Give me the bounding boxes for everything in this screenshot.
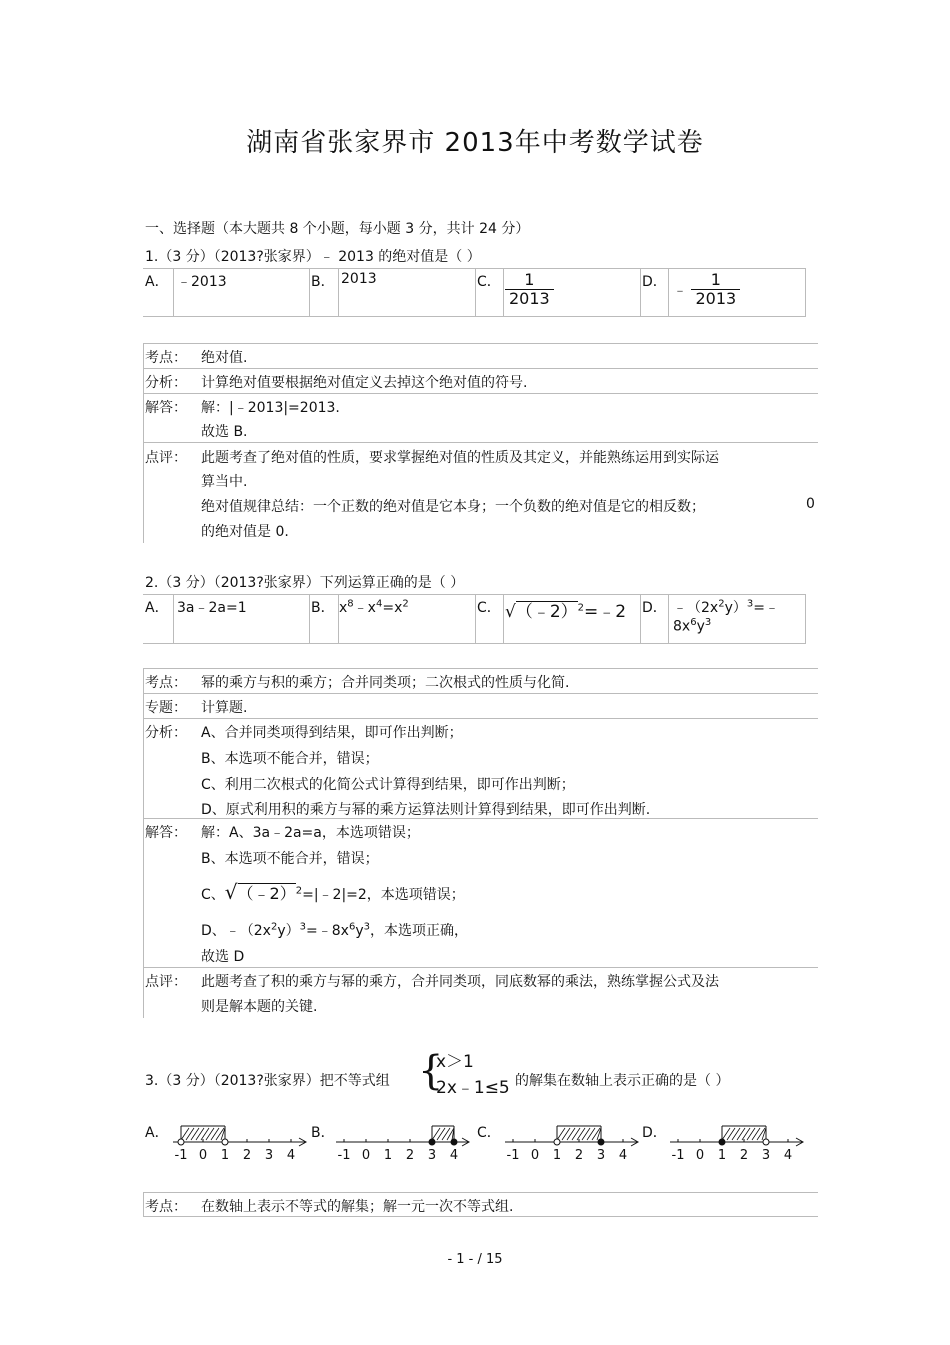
question-1-options — [143, 268, 806, 317]
fraction — [505, 271, 554, 308]
q1-jieda-1: 解：|﹣2013|=2013. — [201, 400, 340, 416]
open-endpoint — [763, 1139, 769, 1145]
tick-label: 3 — [596, 1148, 606, 1163]
option-a-label: A． — [145, 600, 169, 616]
tick-label: -1 — [174, 1148, 188, 1163]
q2-jieda-label: 解答： — [145, 825, 187, 841]
tick-label: -1 — [671, 1148, 685, 1163]
hatch-line — [752, 1128, 760, 1140]
tick-label: -1 — [506, 1148, 520, 1163]
hatch-line — [582, 1128, 590, 1140]
hatch-line — [727, 1128, 735, 1140]
q2-fenxi-2: B、本选项不能合并，错误； — [201, 751, 379, 767]
jieda-3-prefix: C、 — [201, 887, 225, 903]
hatch-line — [181, 1128, 189, 1140]
q2-fenxi-4: D、原式利用积的乘方与幂的乘方运算法则计算得到结果，即可作出判断. — [201, 802, 651, 818]
number-line-c — [505, 1118, 641, 1164]
q1-dianping-3b: 0 — [806, 496, 815, 512]
hatch-line — [742, 1128, 750, 1140]
tick-label: 4 — [618, 1148, 628, 1163]
hatch-line — [196, 1128, 204, 1140]
hatch-line — [577, 1128, 585, 1140]
fraction — [691, 271, 740, 308]
hatch-line — [206, 1128, 214, 1140]
tick-label: 4 — [449, 1148, 459, 1163]
open-endpoint — [178, 1139, 184, 1145]
q2-dianping-2: 则是解本题的关键. — [201, 999, 318, 1015]
tick-label: 1 — [717, 1148, 727, 1163]
option-b-value: 2013 — [341, 271, 377, 287]
hatch-line — [747, 1128, 755, 1140]
page-number: - 1 - / 15 — [447, 1252, 503, 1267]
hatch-line — [557, 1128, 565, 1140]
option-d-value — [673, 271, 740, 308]
q2-fenxi-3: C、利用二次根式的化简公式计算得到结果，即可作出判断； — [201, 777, 575, 793]
page-title: 湖南省张家界市 2013年中考数学试卷 — [246, 128, 704, 158]
q3-kaodian: 在数轴上表示不等式的解集；解一元一次不等式组. — [201, 1199, 514, 1215]
q1-dianping-1: 此题考查了绝对值的性质，要求掌握绝对值的性质及其定义，并能熟练运用到实际运 — [201, 450, 719, 466]
q1-dianping-4: 的绝对值是 0. — [201, 524, 289, 540]
q1-fenxi-label: 分析： — [145, 375, 187, 391]
closed-endpoint — [719, 1139, 725, 1145]
q2-jieda-5: 故选 D — [201, 949, 245, 965]
q2-jieda-2: B、本选项不能合并，错误； — [201, 851, 379, 867]
tick-label: 0 — [530, 1148, 540, 1163]
tick-label: 3 — [427, 1148, 437, 1163]
q2-kaodian-label: 考点： — [145, 675, 187, 691]
open-endpoint — [554, 1139, 560, 1145]
option-c-label: C． — [477, 274, 501, 290]
open-endpoint — [222, 1139, 228, 1145]
hatch-line — [567, 1128, 575, 1140]
option-d-prefix: ﹣（2x — [673, 600, 719, 616]
tick-label: 2 — [739, 1148, 749, 1163]
hatch-line — [722, 1128, 730, 1140]
jieda-4-prefix: D、﹣（2x — [201, 923, 271, 939]
option-d-value: $﹣(2x^2y)^3=﹣8x^6y^3$ — [673, 598, 779, 635]
sqrt-icon: √ — [505, 602, 516, 622]
tick-label: 0 — [361, 1148, 371, 1163]
option-b-label: B． — [311, 600, 335, 616]
q2-jieda-4: D、$﹣(2x^2y)^3=﹣8x^6y^3$，本选项正确， — [201, 921, 469, 939]
fraction-numerator: 1 — [524, 270, 535, 289]
option-c-label: C． — [477, 600, 501, 616]
number-line-a — [173, 1118, 309, 1164]
inequality-2: 2x﹣1≤5 — [436, 1078, 510, 1098]
option-d-label: D． — [642, 1125, 667, 1141]
q3-kaodian-label: 考点： — [145, 1199, 187, 1215]
option-c-result: =﹣2 — [584, 602, 627, 622]
section-heading: 一、选择题（本大题共 8 个小题，每小题 3 分，共计 24 分） — [145, 221, 530, 237]
option-a-label: A． — [145, 1125, 169, 1141]
hatch-line — [737, 1128, 745, 1140]
q2-dianping-label: 点评： — [145, 974, 187, 990]
q1-kaodian-label: 考点： — [145, 350, 187, 366]
option-a-label: A． — [145, 274, 169, 290]
option-a-value: ﹣2013 — [177, 274, 227, 290]
q2-fenxi-1: A、合并同类项得到结果，即可作出判断； — [201, 725, 463, 741]
closed-endpoint — [451, 1139, 457, 1145]
sqrt-icon: √ — [224, 880, 238, 904]
tick-label: -1 — [337, 1148, 351, 1163]
q1-dianping-3: 绝对值规律总结：一个正数的绝对值是它本身；一个负数的绝对值是它的相反数； — [201, 499, 705, 515]
number-line-d — [670, 1118, 806, 1164]
tick-label: 0 — [198, 1148, 208, 1163]
tick-label: 2 — [574, 1148, 584, 1163]
q1-jieda-label: 解答： — [145, 400, 187, 416]
fraction-denominator: 2013 — [691, 289, 740, 308]
brace-icon: { — [418, 1048, 444, 1094]
inequality-1: x＞1 — [436, 1052, 474, 1072]
hatch-line — [432, 1128, 440, 1140]
fraction-denominator: 2013 — [505, 289, 554, 308]
q1-fenxi: 计算绝对值要根据绝对值定义去掉这个绝对值的符号. — [201, 375, 528, 391]
q2-jieda-3: C、√（﹣2）$^2$=|﹣2|=2，本选项错误； — [201, 880, 465, 904]
jieda-3-rest: =|﹣2|=2，本选项错误； — [302, 887, 465, 903]
option-c-value — [505, 271, 554, 308]
hatch-line — [437, 1128, 445, 1140]
q1-jieda-2: 故选 B. — [201, 424, 248, 440]
q2-fenxi-label: 分析： — [145, 725, 187, 741]
question-1-stem: 1.（3 分）（2013?张家界）﹣ 2013 的绝对值是（ ） — [145, 249, 481, 265]
hatch-line — [587, 1128, 595, 1140]
option-b-label: B． — [311, 274, 335, 290]
hatch-line — [572, 1128, 580, 1140]
hatch-line — [191, 1128, 199, 1140]
hatch-line — [211, 1128, 219, 1140]
q1-kaodian: 绝对值. — [201, 350, 248, 366]
tick-label: 1 — [552, 1148, 562, 1163]
question-2-options — [143, 594, 806, 644]
q2-kaodian: 幂的乘方与积的乘方；合并同类项；二次根式的性质与化简. — [201, 675, 570, 691]
question-2-stem: 2.（3 分）（2013?张家界）下列运算正确的是（ ） — [145, 575, 465, 591]
hatch-line — [442, 1128, 450, 1140]
tick-label: 3 — [264, 1148, 274, 1163]
option-a-value: 3a﹣2a=1 — [177, 600, 247, 616]
option-d-label: D． — [642, 600, 667, 616]
closed-endpoint — [598, 1139, 604, 1145]
question-3-stem-a: 3.（3 分）（2013?张家界）把不等式组 — [145, 1073, 390, 1089]
question-3-stem-b: 的解集在数轴上表示正确的是（ ） — [515, 1073, 730, 1089]
closed-endpoint — [429, 1139, 435, 1145]
option-d-label: D． — [642, 274, 667, 290]
minus-sign: ﹣ — [673, 282, 687, 299]
hatch-line — [186, 1128, 194, 1140]
q1-dianping-label: 点评： — [145, 450, 187, 466]
hatch-line — [732, 1128, 740, 1140]
tick-label: 2 — [242, 1148, 252, 1163]
tick-label: 4 — [286, 1148, 296, 1163]
option-b-value: $x^8﹣x^4=x^2$ — [339, 598, 409, 616]
hatch-line — [562, 1128, 570, 1140]
option-c-value: √（﹣2）$^2$=﹣2 — [505, 602, 627, 622]
radicand: （﹣2） — [515, 602, 578, 622]
q1-dianping-2: 算当中. — [201, 474, 248, 490]
radicand: （﹣2） — [237, 884, 296, 903]
jieda-4-rest: ，本选项正确， — [370, 923, 469, 939]
tick-label: 4 — [783, 1148, 793, 1163]
q2-jieda-1: 解：A、3a﹣2a=a，本选项错误； — [201, 825, 420, 841]
tick-label: 3 — [761, 1148, 771, 1163]
q2-zhuanti: 计算题. — [201, 700, 248, 716]
q2-dianping-1: 此题考查了积的乘方与幂的乘方，合并同类项，同底数幂的乘法，熟练掌握公式及法 — [201, 974, 719, 990]
tick-label: 1 — [220, 1148, 230, 1163]
question-3-options — [143, 1112, 806, 1164]
tick-label: 0 — [695, 1148, 705, 1163]
q2-zhuanti-label: 专题： — [145, 700, 187, 716]
tick-label: 2 — [405, 1148, 415, 1163]
hatch-line — [201, 1128, 209, 1140]
option-b-label: B． — [311, 1125, 335, 1141]
option-c-label: C． — [477, 1125, 501, 1141]
tick-label: 1 — [383, 1148, 393, 1163]
number-line-b — [336, 1118, 472, 1164]
fraction-numerator: 1 — [710, 270, 721, 289]
